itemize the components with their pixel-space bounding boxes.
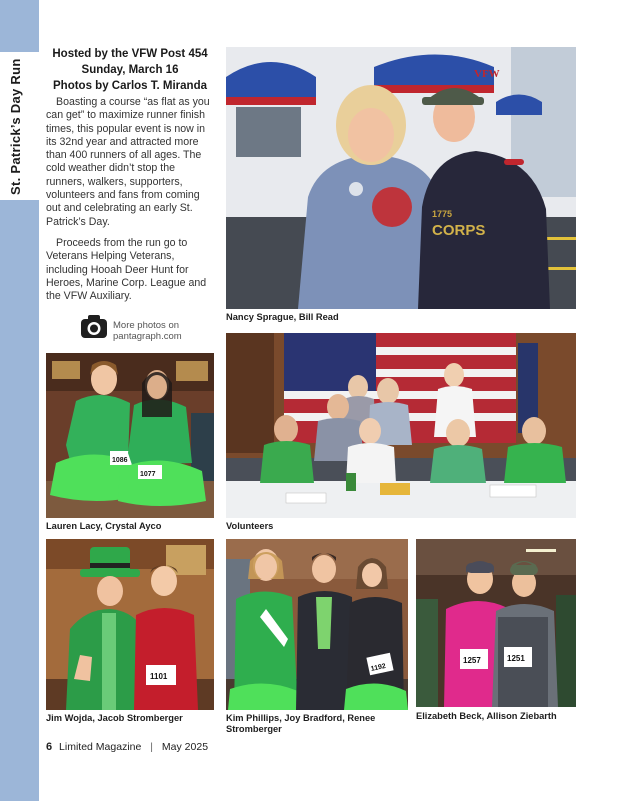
photo-jim-jacob <box>46 539 214 710</box>
caption-photo6: Elizabeth Beck, Allison Ziebarth <box>416 711 557 721</box>
photo-nancy-bill <box>226 47 576 309</box>
more-photos-url: pantagraph.com <box>113 331 182 342</box>
more-photos-line1: More photos on <box>113 320 180 331</box>
more-photos-link[interactable] <box>80 312 220 342</box>
bib-1192-text: 1192 <box>370 662 387 673</box>
article-paragraph-1: Boasting a course “as flat as you can get” to maximize runner finish times, this popular event is now in its 32nd year and attracted more than 400 runners of all ages. The cold weather didn’t stop the runners, walkers, supporters, volunteers and fans from coming out and celebrating an early St. Patrick’s Day. <box>46 96 210 228</box>
sidebar-accent-bottom <box>0 200 39 801</box>
camera-icon <box>80 312 108 340</box>
photo-kim-joy-renee <box>226 539 408 710</box>
headline-date: Sunday, March 16 <box>81 64 179 76</box>
article-intro <box>46 46 214 311</box>
headline-photo-credit: Photos by Carlos T. Miranda <box>53 80 207 92</box>
bib-1086-text: 1086 <box>112 457 128 464</box>
corps-year-text: 1775 <box>432 209 453 219</box>
footer-separator: | <box>150 741 153 753</box>
bib-1101-text: 1101 <box>150 672 168 681</box>
bib-1077-text: 1077 <box>140 471 156 478</box>
headline-host: Hosted by the VFW Post 454 <box>52 48 208 60</box>
photo-lauren-crystal <box>46 353 214 518</box>
magazine-name: Limited Magazine <box>59 741 142 753</box>
bib-1251-text: 1251 <box>507 654 525 663</box>
photo-elizabeth-allison <box>416 539 576 707</box>
article-paragraph-2: Proceeds from the run go to Veterans Helping Veterans, including Hooah Deer Hunt for Heroes, Marine Corp. League and the VFW Auxiliary. <box>46 236 207 303</box>
caption-photo1: Nancy Sprague, Bill Read <box>226 312 339 322</box>
issue-date: May 2025 <box>161 741 209 753</box>
caption-photo3: Volunteers <box>226 521 274 531</box>
sidebar-accent-top <box>0 0 39 52</box>
corps-shirt-text: CORPS <box>432 222 486 239</box>
caption-photo5: Kim Phillips, Joy Bradford, Renee Stromberger <box>226 713 376 734</box>
caption-photo2: Lauren Lacy, Crystal Ayco <box>46 521 162 531</box>
section-label: St. Patrick’s Day Run <box>8 58 23 195</box>
page-footer <box>46 741 208 753</box>
vfw-sign-text: VFW <box>474 68 500 80</box>
caption-photo4: Jim Wojda, Jacob Stromberger <box>46 713 183 723</box>
bib-1257-text: 1257 <box>463 656 481 665</box>
page-number: 6 <box>46 741 53 753</box>
photo-volunteers <box>226 333 576 518</box>
